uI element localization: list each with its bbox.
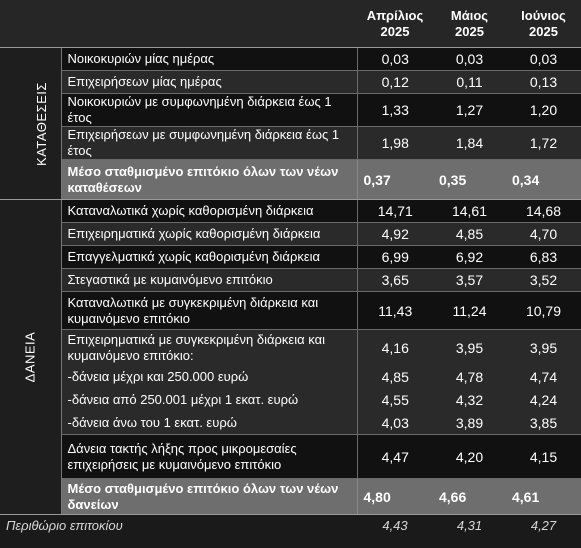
cell-value: 4,20 [433,435,506,479]
header-blank [0,0,357,48]
cell-value: 3,95 [433,330,506,366]
cell-value: 4,27 [506,515,581,537]
row-label: Επιχειρήσεων με συμφωνημένη διάρκεια έως 1 έτος [61,127,357,160]
cell-value: 3,89 [433,412,506,435]
table-row [0,366,581,389]
table-row [0,389,581,412]
row-label: -δάνεια άνω του 1 εκατ. ευρώ [61,412,357,435]
cell-value: 3,65 [357,269,433,292]
table-row [0,200,581,223]
row-label: Νοικοκυριών με συμφωνημένη διάρκεια έως 1 έτος [61,94,357,127]
margin-row [0,515,581,537]
deposits-group-label: ΚΑΤΑΘΕΣΕΙΣ [0,48,61,200]
cell-value: 4,03 [357,412,433,435]
cell-value: 0,34 [506,160,581,200]
row-label: Καταναλωτικά με συγκεκριμένη διάρκεια και κυμαινόμενο επιτόκιο [61,292,357,330]
cell-value: 4,43 [357,515,433,537]
cell-value: 4,80 [357,479,433,515]
cell-value: 11,43 [357,292,433,330]
month-header-april: Απρίλιος 2025 [357,0,433,48]
cell-value: 4,47 [357,435,433,479]
table-row [0,435,581,479]
cell-value: 3,95 [506,330,581,366]
cell-value: 11,24 [433,292,506,330]
cell-value: 4,15 [506,435,581,479]
cell-value: 4,16 [357,330,433,366]
header-row [0,0,581,48]
cell-value: 4,32 [433,389,506,412]
cell-value: 10,79 [506,292,581,330]
cell-value: 4,78 [433,366,506,389]
table-row [0,223,581,246]
cell-value: 6,99 [357,246,433,269]
cell-value: 1,84 [433,127,506,160]
cell-value: 0,13 [506,71,581,94]
row-label: Μέσο σταθμισμένο επιτόκιο όλων των νέων δανείων [61,479,357,515]
cell-value: 6,83 [506,246,581,269]
row-label: -δάνεια μέχρι και 250.000 ευρώ [61,366,357,389]
row-label: -δάνεια από 250.001 μέχρι 1 εκατ. ευρώ [61,389,357,412]
table-row [0,330,581,366]
cell-value: 4,55 [357,389,433,412]
month-header-june: Ιούνιος 2025 [506,0,581,48]
row-label: Καταναλωτικά χωρίς καθορισμένη διάρκεια [61,200,357,223]
cell-value: 3,57 [433,269,506,292]
cell-value: 1,98 [357,127,433,160]
row-label: Επιχειρήσεων μίας ημέρας [61,71,357,94]
cell-value: 0,11 [433,71,506,94]
row-label: Επαγγελματικά χωρίς καθορισμένη διάρκεια [61,246,357,269]
loans-group-label: ΔΑΝΕΙΑ [0,200,61,515]
table-row [0,292,581,330]
cell-value: 4,92 [357,223,433,246]
cell-value: 4,85 [433,223,506,246]
cell-value: 6,92 [433,246,506,269]
row-label: Νοικοκυριών μίας ημέρας [61,48,357,71]
cell-value: 1,72 [506,127,581,160]
row-label: Δάνεια τακτής λήξης προς μικρομεσαίες επιχειρήσεις με κυμαινόμενο επιτόκιο [61,435,357,479]
margin-label: Περιθώριο επιτοκίου [0,515,357,537]
cell-value: 4,70 [506,223,581,246]
table-row [0,246,581,269]
row-label: Μέσο σταθμισμένο επιτόκιο όλων των νέων καταθέσεων [61,160,357,200]
table-row [0,269,581,292]
cell-value: 1,33 [357,94,433,127]
cell-value: 14,68 [506,200,581,223]
loans-total-row [0,479,581,515]
cell-value: 14,61 [433,200,506,223]
row-label: Επιχειρηματικά με συγκεκριμένη διάρκεια και κυμαινόμενο επιτόκιο: [61,330,357,366]
cell-value: 0,03 [357,48,433,71]
cell-value: 1,20 [506,94,581,127]
month-header-may: Μάιος 2025 [433,0,506,48]
deposits-total-row [0,160,581,200]
row-label: Στεγαστικά με κυμαινόμενο επιτόκιο [61,269,357,292]
cell-value: 4,31 [433,515,506,537]
table-row [0,48,581,71]
cell-value: 3,85 [506,412,581,435]
table-row [0,71,581,94]
cell-value: 0,12 [357,71,433,94]
cell-value: 3,52 [506,269,581,292]
cell-value: 4,74 [506,366,581,389]
cell-value: 4,24 [506,389,581,412]
cell-value: 4,61 [506,479,581,515]
cell-value: 14,71 [357,200,433,223]
cell-value: 4,85 [357,366,433,389]
table-row [0,127,581,160]
cell-value: 0,03 [506,48,581,71]
table-row [0,412,581,435]
table-row [0,94,581,127]
cell-value: 0,03 [433,48,506,71]
row-label: Επιχειρηματικά χωρίς καθορισμένη διάρκεια [61,223,357,246]
cell-value: 4,66 [433,479,506,515]
cell-value: 1,27 [433,94,506,127]
cell-value: 0,37 [357,160,433,200]
cell-value: 0,35 [433,160,506,200]
